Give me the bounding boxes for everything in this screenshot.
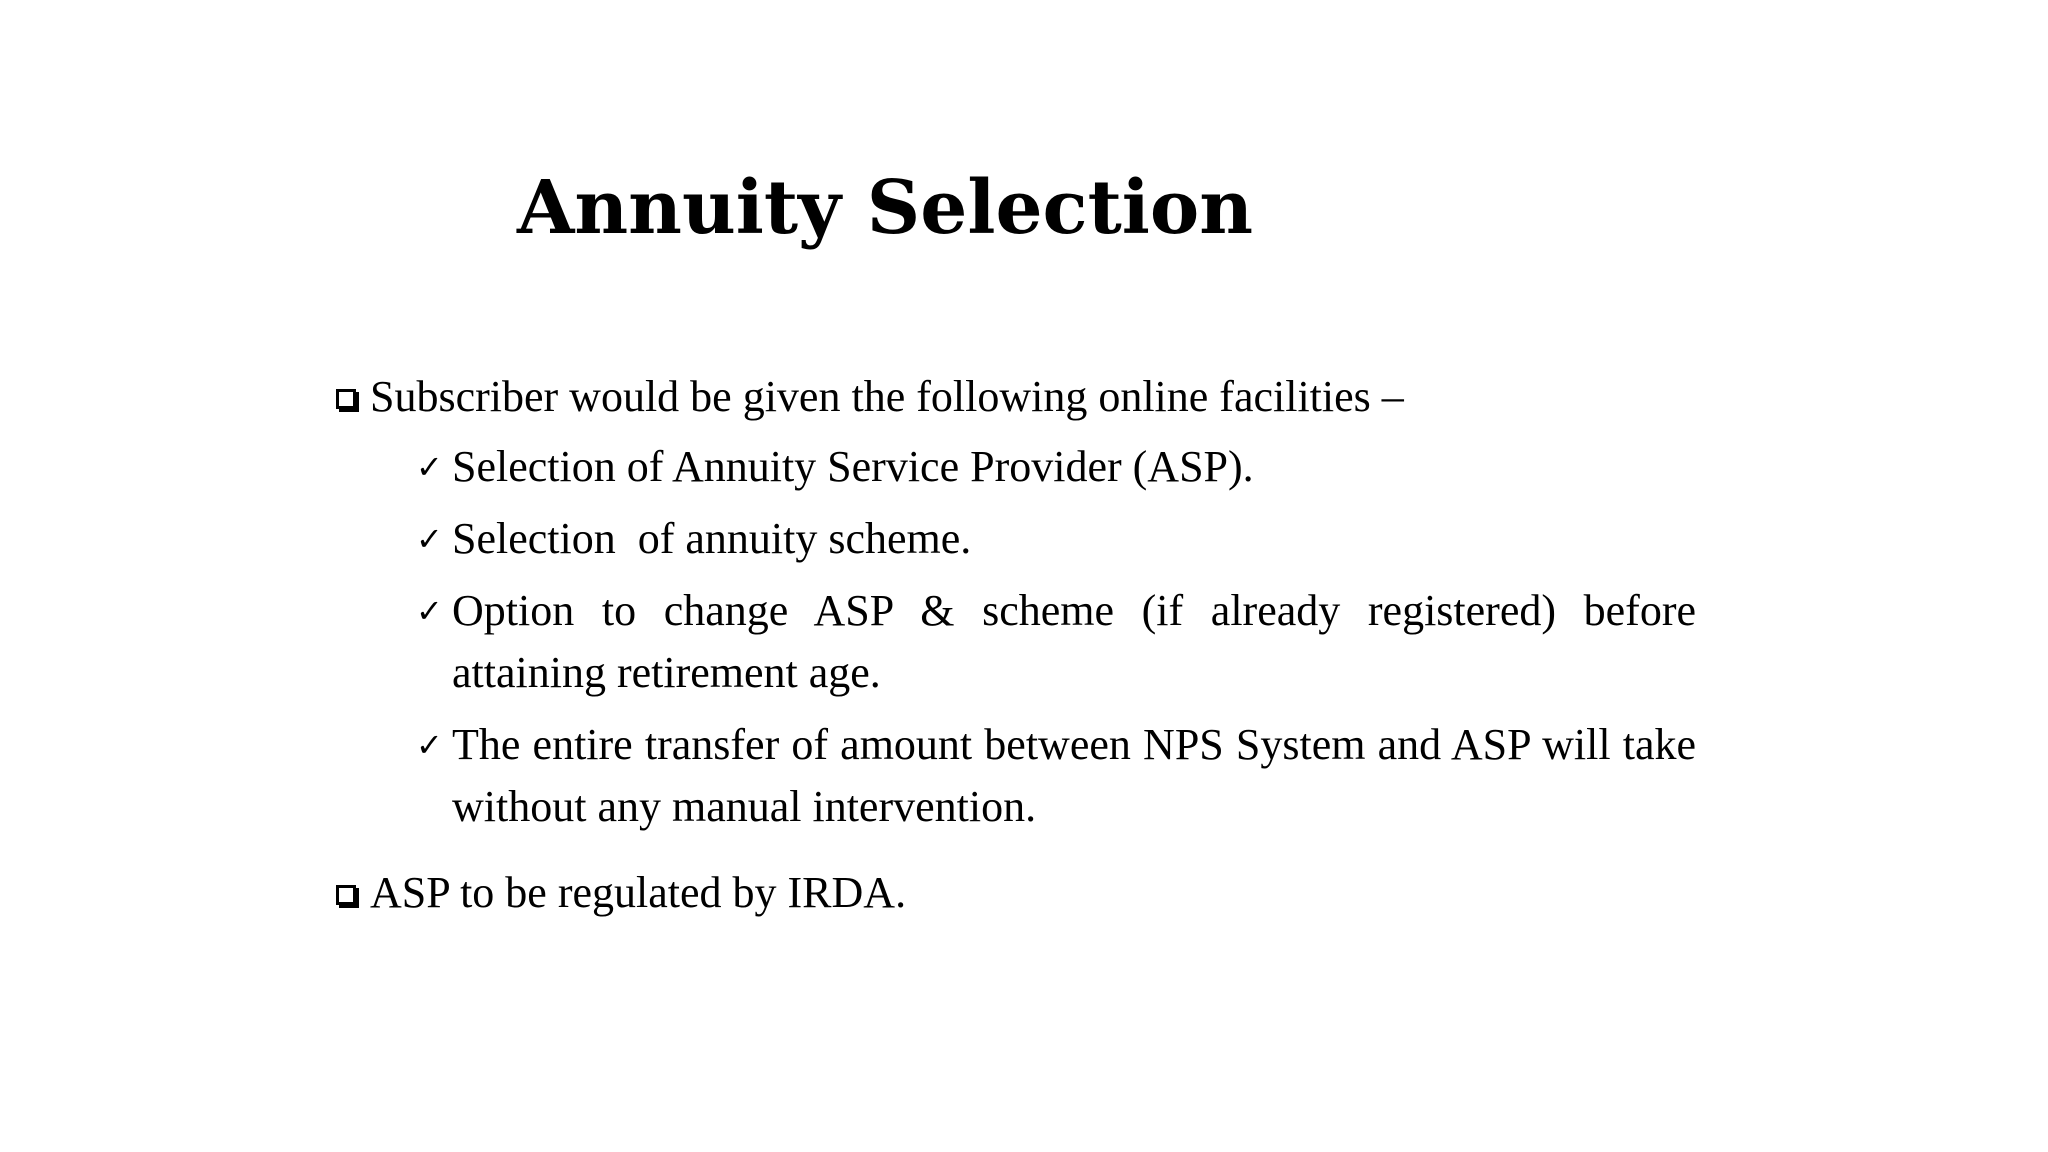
- checkmark-icon: ✓: [416, 448, 443, 486]
- sub-item-text: Option to change ASP & scheme (if already registered) before attaining retirement age.: [452, 586, 1696, 697]
- slide-title: Annuity Selection: [516, 165, 1254, 251]
- square-bullet-icon: [336, 389, 356, 409]
- sub-list: [336, 436, 1696, 838]
- sub-item: [416, 714, 1696, 838]
- checkmark-icon: ✓: [416, 520, 443, 558]
- sub-item-text: Selection of Annuity Service Provider (ASP).: [452, 442, 1254, 491]
- sub-item: [416, 580, 1696, 704]
- bullet-item: [336, 862, 1696, 924]
- checkmark-icon: ✓: [416, 592, 443, 630]
- slide-content: [336, 366, 1696, 924]
- sub-item-text: Selection of annuity scheme.: [452, 514, 972, 563]
- sub-item: [416, 508, 1696, 570]
- sub-item-text: The entire transfer of amount between NPS System and ASP will take without any manual intervention.: [452, 720, 1696, 831]
- bullet-text: ASP to be regulated by IRDA.: [370, 868, 907, 917]
- checkmark-icon: ✓: [416, 726, 443, 764]
- sub-item: [416, 436, 1696, 498]
- bullet-item: [336, 366, 1696, 428]
- square-bullet-icon: [336, 885, 356, 905]
- bullet-text: Subscriber would be given the following online facilities –: [370, 372, 1404, 421]
